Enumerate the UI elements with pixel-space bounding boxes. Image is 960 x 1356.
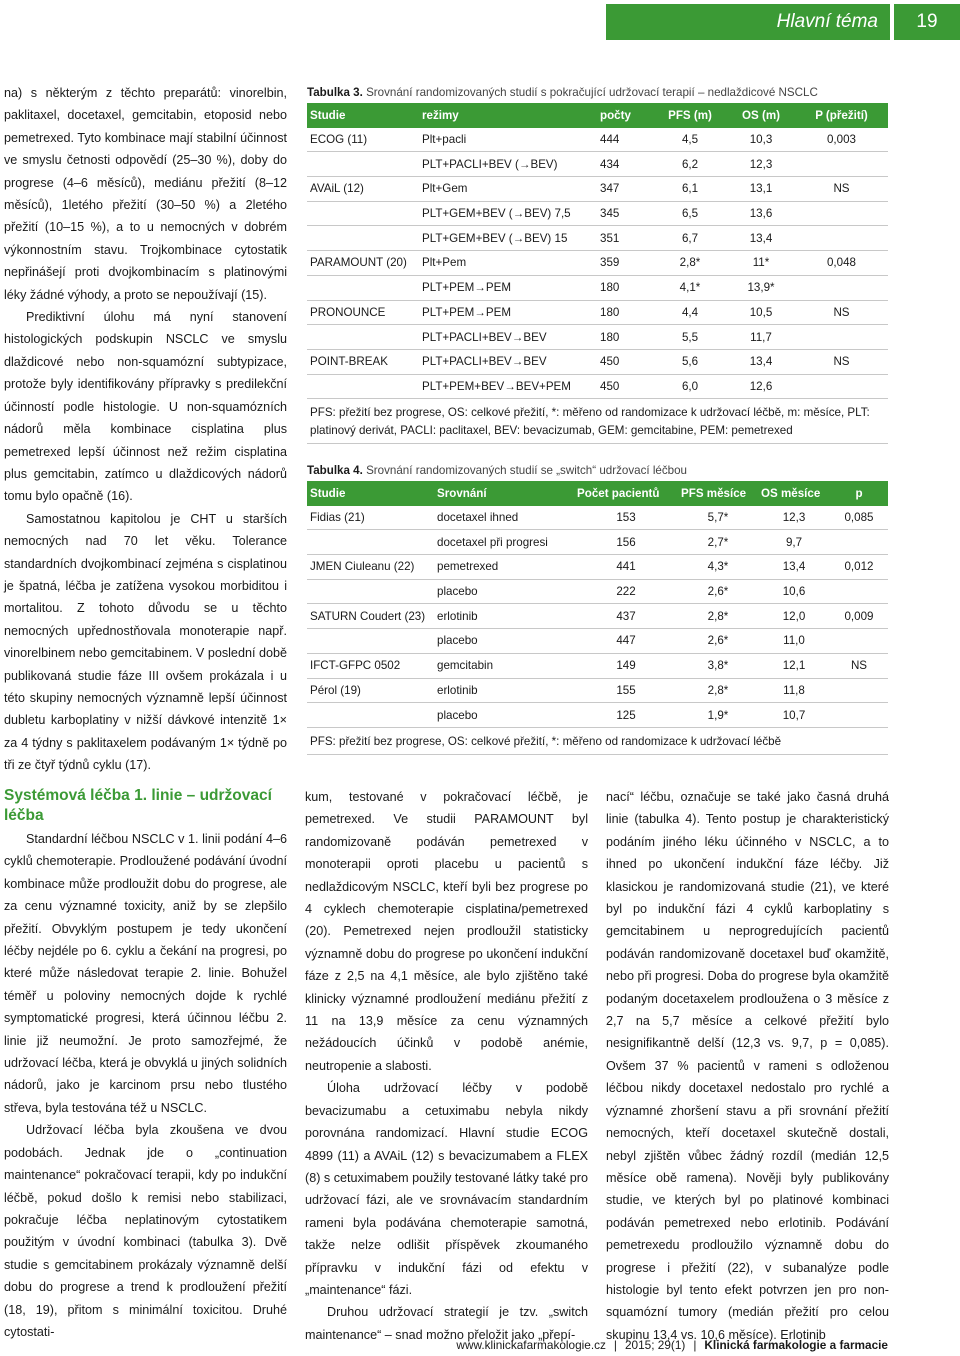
table-cell: erlotinib	[437, 683, 478, 697]
column-header: počty	[600, 108, 631, 122]
table-cell: Plt+pacli	[422, 133, 467, 147]
column-header: OS (m)	[741, 108, 780, 122]
table-row	[307, 128, 888, 153]
page-footer	[456, 1338, 888, 1352]
table-footnote: PFS: přežití bez progrese, OS: celkové přežití, *: měřeno od randomizace k udržovací léčbě	[307, 728, 888, 755]
table-row	[307, 530, 888, 555]
table-cell: PLT+PEM+BEV→BEV+PEM	[422, 379, 571, 393]
table-cell: docetaxel ihned	[437, 511, 519, 525]
column-header: Studie	[310, 108, 346, 122]
separator: |	[613, 1338, 617, 1352]
table-cell: PRONOUNCE	[310, 305, 386, 319]
paragraph: Prediktivní úlohu má nyní stanovení histologických podskupin NSCLC ve smyslu dlaždicové nebo non-squamózní subtypizace, protože byly identifikovány přípravky s predilekční účinností podle histologie. U non-squamózních nádorů měla kombinace cisplatina plus pemetrexed lepší účinnost než režim cisplatina plus gemcitabin, zatímco u dlaždicových nádorů tomu bylo opačně (16).	[4, 310, 287, 504]
column-header: PFS měsíce	[681, 486, 747, 500]
paragraph: Samostatnou kapitolou je CHT u starších nemocných nad 70 let věku. Tolerance standardních dvojkombinací zejména s cisplatinou je špatná, léčba je zatížena vysokou morbiditou i mortalitou. Z tohoto důvodu se u těchto nemocných upřednostňovala monoterapie např. vinorelbinem nebo gemcitabinem. V poslední době publikovaná studie fáze III ovšem prokázala i u této skupiny nemocných významně lepší účinnost dubletu karboplatiny v nižší dávkové intenzitě 1× za 4 týdny s paklitaxelem podávaným 1× týdně po tři ze čtyř týdnů cyklu (17).	[4, 511, 287, 773]
table-cell: Plt+Gem	[422, 182, 468, 196]
table-row	[307, 604, 888, 629]
paragraph: nací“ léčbu, označuje se také jako časná druhá linie (tabulka 4). Tento postup je charakteristický podáním jiného léku účinného v NSCLC, a to ihned po ukončení indukční fáze léčby. Již klasickou je randomizovaná studie (21), ve které byl po indukční fázi 4 cyklů karboplatiny s gemcitabinem u neprogredujících pacientů podáván randomizovaně docetaxel buď okamžitě, nebo při progresi. Doba do progrese byla okamžitě podaným docetaxelem prodloužena o 3 měsíce z 2,7 na 5,7 měsíce a celkové přežití bylo nesignifikantně delší (12,3 vs. 9,7, p = 0,085). Ovšem 37 % pacientů v rameni s odloženou léčbou nikdy docetaxel nedostalo pro rychlé a významné zhoršení stavu a při srovnání přežití nemocných, kteří docetaxel skutečně dostali, nebyl zjištěn vůbec žádný rozdíl (medián 12,5 měsíce obě ramena). Nověji byly publikovány studie, ve kterých byl po platinové kombinaci podáván pemetrexed nebo erlotinib. Podávání pemetrexedu prodloužilo významně dobu do progrese i přežití (22), v subanalýze podle histologie byl tento efekt potvrzen jen pro non-squamózní tumory (medián přežití pro celou skupinu 13,4 vs. 10,6 měsíce). Erlotinib	[606, 790, 889, 1342]
table-row	[307, 703, 888, 728]
table-cell: PLT+GEM+BEV (→BEV) 7,5	[422, 207, 571, 221]
table-3	[307, 83, 888, 444]
table-row	[307, 202, 888, 227]
table-cell: 2,6*	[707, 634, 729, 648]
table-cell: 444	[600, 133, 620, 147]
table-cell: 12,1	[782, 659, 806, 673]
column-header: režimy	[422, 108, 459, 122]
table-cell: 11*	[752, 256, 770, 270]
table-cell: 434	[600, 157, 620, 171]
table-cell: 10,5	[749, 305, 773, 319]
table-cell: 6,2	[681, 157, 699, 171]
table-cell: PLT+PEM→PEM	[422, 281, 512, 295]
table-cell: 153	[616, 511, 636, 525]
table-cell: 180	[600, 305, 620, 319]
journal-url[interactable]: www.klinickafarmakologie.cz	[456, 1338, 606, 1352]
table-cell: 0,009	[844, 609, 874, 623]
table-row	[307, 580, 888, 605]
table-cell: NS	[833, 355, 850, 369]
column-header: OS měsíce	[761, 486, 821, 500]
table-cell: 4,4	[681, 305, 699, 319]
table-cell: placebo	[437, 708, 478, 722]
table-title: Srovnání randomizovaných studií s pokračující udržovací terapií – nedlaždicové NSCLC	[366, 86, 818, 99]
table-row	[307, 679, 888, 704]
table-cell: 12,0	[782, 609, 806, 623]
table-row	[307, 375, 888, 400]
table-cell: 12,3	[749, 157, 773, 171]
column-header: PFS (m)	[668, 108, 712, 122]
table-caption	[307, 461, 888, 481]
table-caption	[307, 83, 888, 103]
table-cell: erlotinib	[437, 609, 478, 623]
column-header: p	[855, 486, 863, 500]
table-cell: 1,9*	[707, 708, 729, 722]
table-cell: 180	[600, 330, 620, 344]
column-header: Studie	[310, 486, 346, 500]
paragraph: Udržovací léčba byla zkoušena ve dvou podobách. Jednak jde o „continuation maintenance“ pokračovací terapii, kdy po indukční léčbě, pokud došlo k remisi nebo stabilizaci, pokračuje léčba neplatinovým cytostatikem použitým v úvodní kombinaci (tabulka 3). Dvě studie s gemcitabinem prokázaly významně delší dobu do progrese a trend k prodloužení přežití (18, 19), přitom s minimální toxicitou. Druhé cytostati-	[4, 1123, 287, 1339]
table-cell: 5,7*	[707, 511, 729, 525]
table-cell: 6,0	[681, 379, 699, 393]
table-cell: 2,8*	[679, 256, 701, 270]
table-cell: 12,3	[782, 511, 806, 525]
table-row	[307, 350, 888, 375]
table-cell: 450	[600, 379, 620, 393]
table-cell: 125	[616, 708, 636, 722]
table-cell: 11,8	[783, 683, 805, 697]
body-column-b	[305, 786, 588, 1346]
table-cell: 6,7	[681, 231, 699, 245]
table-cell: PARAMOUNT (20)	[310, 256, 407, 270]
paragraph: Úloha udržovací léčby v podobě bevacizumabu a cetuximabu nebyla nikdy porovnána randomizací. Hlavní studie ECOG 4899 (11) a AVAiL (12) s bevacizumabem a FLEX (8) s cetuximabem použily testované látky také pro udržovací fázi, ale ve srovnávacím standardním rameni byla podávána chemoterapie samotná, takže nelze odlišit příspěvek zkoumaného přípravku v indukční fázi od efektu v „maintenance“ fázi.	[305, 1081, 588, 1297]
table-row	[307, 177, 888, 202]
table-cell: 10,7	[782, 708, 806, 722]
table-cell: 4,3*	[707, 560, 729, 574]
table-cell: pemetrexed	[437, 560, 499, 574]
table-cell: 13,6	[749, 207, 773, 221]
table-cell: 2,7*	[707, 535, 729, 549]
table-cell: Pérol (19)	[310, 683, 361, 697]
table-cell: gemcitabin	[437, 659, 494, 673]
table-cell: 13,4	[782, 560, 806, 574]
table-cell: 6,1	[681, 182, 699, 196]
paragraph: na) s některým z těchto preparátů: vinorelbin, paklitaxel, docetaxel, gemcitabin, etoposid nebo pemetrexed. Tyto kombinace mají stabilní účinnost ve smyslu četnosti odpovědí (25–30 %), doby do progrese (4–6 měsíců), mediánu přežití (8–12 měsíců), 1letého přežití (30–50 %) a 2letého přežití (10–15 %), a to u nemocných v dobrém výkonnostním stavu. Trojkombinace cytostatik nepřinášejí proti dvojkombinacím s platinovými léky žádné výhody, a proto se nepoužívají (15).	[4, 86, 287, 302]
table-cell: ECOG (11)	[310, 133, 368, 147]
journal-name: Klinická farmakologie a farmacie	[704, 1338, 888, 1352]
journal-issue: 2015; 29(1)	[624, 1338, 686, 1352]
table-row	[307, 654, 888, 679]
table-label: Tabulka 3.	[307, 86, 363, 99]
table-cell: 222	[616, 585, 636, 599]
table-cell: 437	[616, 609, 636, 623]
table-body	[307, 128, 888, 400]
table-cell: 2,8*	[707, 683, 729, 697]
table-cell: 149	[616, 659, 636, 673]
table-cell: 9,7	[785, 535, 803, 549]
table-header-row	[307, 481, 888, 506]
table-cell: PLT+GEM+BEV (→BEV) 15	[422, 231, 568, 245]
table-body	[307, 506, 888, 728]
table-cell: 2,6*	[707, 585, 729, 599]
table-cell: Plt+Pem	[422, 256, 467, 270]
table-4	[307, 461, 888, 755]
table-cell: SATURN Coudert (23)	[310, 609, 426, 623]
table-cell: 4,1*	[679, 281, 701, 295]
table-cell: PLT+PACLI+BEV (→BEV)	[422, 157, 558, 171]
table-cell: 450	[600, 355, 620, 369]
table-cell: placebo	[437, 634, 478, 648]
body-column-a	[4, 786, 287, 1343]
table-cell: docetaxel při progresi	[437, 535, 548, 549]
table-cell: AVAiL (12)	[310, 182, 364, 196]
table-cell: 0,085	[844, 511, 874, 525]
table-cell: 0,048	[826, 256, 856, 270]
table-cell: placebo	[437, 585, 478, 599]
table-cell: 345	[600, 207, 620, 221]
table-cell: 351	[600, 231, 620, 245]
table-cell: PLT+PACLI+BEV→BEV	[422, 330, 547, 344]
table-row	[307, 152, 888, 177]
table-cell: 180	[600, 281, 620, 295]
table-cell: 0,003	[826, 133, 856, 147]
table-cell: JMEN Ciuleanu (22)	[310, 560, 415, 574]
table-cell: 5,5	[681, 330, 699, 344]
table-cell: NS	[833, 305, 850, 319]
table-cell: 347	[600, 182, 620, 196]
table-cell: 11,0	[783, 634, 805, 648]
table-row	[307, 251, 888, 276]
page-number: 19	[894, 4, 960, 40]
paragraph: kum, testované v pokračovací léčbě, je pemetrexed. Ve studii PARAMOUNT byl randomizovaně podáván pemetrexed v monoterapii oproti placebu u pacientů s nedlaždicovým NSCLC, kteří byli bez progrese po 4 cyklech chemoterapie cisplatina/pemetrexed (20). Pemetrexed nejen prodloužil statisticky významně dobu do progrese po ukončení indukční fáze z 2,5 na 4,1 měsíce, ale bylo zjištěno také klinicky významné prodloužení mediánu přežití z 11 na 13,9 měsíce za cenu významných nežádoucích účinků v podobě anémie, neutropenie a slabosti.	[305, 790, 588, 1073]
table-label: Tabulka 4.	[307, 464, 363, 477]
table-row	[307, 226, 888, 251]
table-row	[307, 301, 888, 326]
table-title: Srovnání randomizovaných studií se „switch“ udržovací léčbou	[366, 464, 687, 477]
section-title: Hlavní téma	[606, 4, 890, 40]
table-cell: NS	[833, 182, 850, 196]
table-row	[307, 325, 888, 350]
paragraph: Druhou udržovací strategií je tzv. „switch maintenance“ – snad možno přeložit jako „přepí-	[305, 1305, 588, 1342]
page-header	[606, 4, 960, 40]
table-row	[307, 276, 888, 301]
column-header: P (přežití)	[815, 108, 868, 122]
table-cell: 12,6	[749, 379, 773, 393]
separator: |	[693, 1338, 697, 1352]
column-header: Srovnání	[437, 486, 487, 500]
table-cell: 155	[616, 683, 636, 697]
body-column-1	[4, 82, 287, 777]
table-row	[307, 629, 888, 654]
table-cell: 11,7	[750, 330, 772, 344]
paragraph: Standardní léčbou NSCLC v 1. linii podání 4–6 cyklů chemoterapie. Prodloužené podávání úvodní kombinace může prodloužit dobu do progrese, ale za cenu významné toxicity, aniž by se zlepšilo přežití. Obvyklým postupem je tedy ukončení léčby nejdéle po 6. cyklu a čekání na progresi, po které může následovat terapie 2. linie. Bohužel téměř u poloviny nemocných dojde k rychlé symptomatické progresi, která účinnou léčbu 2. linie již neumožní. Je proto samozřejmé, že udržovací léčba, která je obvyklá u jiných solidních nádorů, jako je karcinom prsu nebo tlustého střeva, byla testována též u NSCLC.	[4, 832, 287, 1115]
table-cell: 10,6	[782, 585, 806, 599]
table-cell: 359	[600, 256, 620, 270]
table-cell: 441	[616, 560, 636, 574]
column-header: Počet pacientů	[577, 486, 660, 500]
table-cell: 447	[616, 634, 636, 648]
table-cell: NS	[850, 659, 868, 673]
table-cell: 5,6	[681, 355, 699, 369]
table-cell: PLT+PEM→PEM	[422, 305, 512, 319]
table-row	[307, 506, 888, 531]
body-column-c	[606, 786, 889, 1346]
table-cell: IFCT-GFPC 0502	[310, 659, 401, 673]
table-cell: PLT+PACLI+BEV→BEV	[422, 355, 547, 369]
table-cell: 2,8*	[707, 609, 729, 623]
table-cell: 0,012	[844, 560, 874, 574]
table-header-row	[307, 103, 888, 128]
table-cell: 10,3	[749, 133, 773, 147]
table-cell: 13,4	[749, 231, 773, 245]
table-cell: POINT-BREAK	[310, 355, 388, 369]
table-cell: 156	[616, 535, 636, 549]
table-footnote: PFS: přežití bez progrese, OS: celkové přežití, *: měřeno od randomizace k udržovací léčbě, m: měsíce, PLT: platinový derivát, PACLI: paclitaxel, BEV: bevacizumab, GEM: gemcitabine, PEM: pemetrexed	[307, 399, 888, 444]
table-cell: 6,5	[681, 207, 699, 221]
table-cell: 13,1	[749, 182, 773, 196]
table-cell: 4,5	[681, 133, 699, 147]
table-row	[307, 555, 888, 580]
table-cell: 13,4	[749, 355, 773, 369]
table-cell: 13,9*	[747, 281, 775, 295]
table-cell: 3,8*	[707, 659, 729, 673]
section-heading: Systémová léčba 1. linie – udržovací léčba	[4, 787, 272, 824]
table-cell: Fidias (21)	[310, 511, 365, 525]
